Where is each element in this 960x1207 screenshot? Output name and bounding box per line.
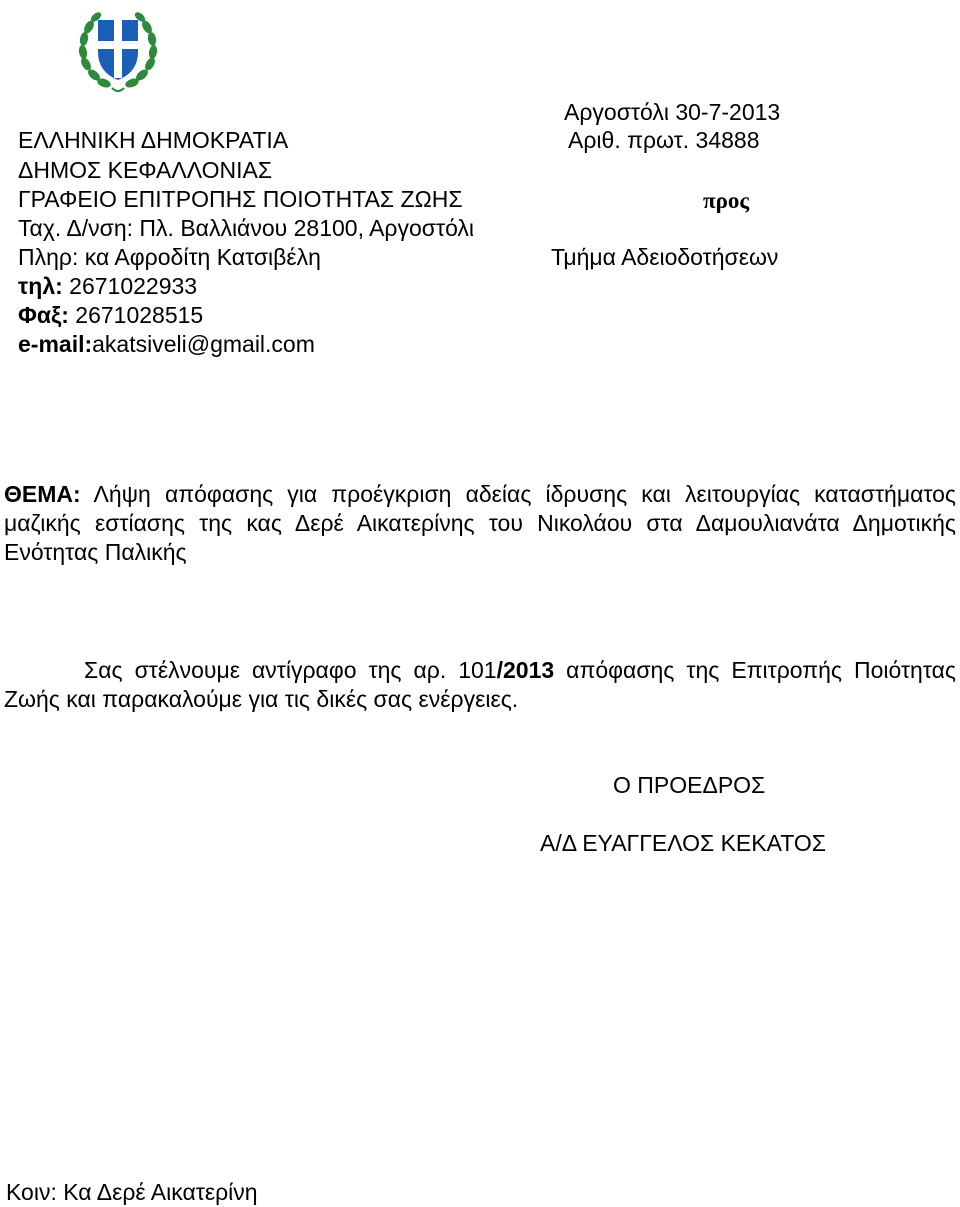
fax-number: 2671028515 xyxy=(68,302,204,328)
place-date: Αργοστόλι 30-7-2013 xyxy=(564,99,781,125)
municipality-name: ΔΗΜΟΣ ΚΕΦΑΛΛΟΝΙΑΣ xyxy=(18,157,273,183)
email-address: akatsiveli@gmail.com xyxy=(92,331,315,357)
recipient: Τμήμα Αδειοδοτήσεων xyxy=(551,244,779,270)
fax-line xyxy=(18,302,203,328)
subject-label: ΘΕΜΑ: xyxy=(4,481,81,507)
body-paragraph-line2: Ζωής και παρακαλούμε για τις δικές σας ενέργειες. xyxy=(4,686,519,712)
subject-text: Λήψη απόφασης για προέγκριση αδείας ίδρυσης και λειτουργίας καταστήματος μαζικής εστίασης της κας Δερέ Αικατερίνης του Νικολάου στα Δαμουλιανάτα Δημοτικής Ενότητας Παλικής xyxy=(4,481,956,565)
phone-label: τηλ: xyxy=(18,273,63,299)
signature-name: Α/Δ ΕΥΑΓΓΕΛΟΣ ΚΕΚΑΤΟΣ xyxy=(540,830,826,856)
phone-number: 2671022933 xyxy=(62,273,198,299)
body-paragraph-line1: Σας στέλνουμε αντίγραφο της αρ. 101/2013 απόφασης της Επιτροπής Ποιότητας xyxy=(84,657,956,683)
address: Ταχ. Δ/νση: Πλ. Βαλλιάνου 28100, Αργοστόλι xyxy=(18,215,475,241)
email-line xyxy=(18,331,315,357)
greek-coat-of-arms-icon xyxy=(76,6,160,94)
protocol-number: Αριθ. πρωτ. 34888 xyxy=(568,127,760,153)
subject xyxy=(4,480,956,567)
signature-title: Ο ΠΡΟΕΔΡΟΣ xyxy=(613,772,766,798)
cc-line: Κοιν: Κα Δερέ Αικατερίνη xyxy=(6,1179,258,1205)
office-name: ΓΡΑΦΕΙΟ ΕΠΙΤΡΟΠΗΣ ΠΟΙΟΤΗΤΑΣ ΖΩΗΣ xyxy=(18,186,463,212)
republic-name: ΕΛΛΗΝΙΚΗ ΔΗΜΟΚΡΑΤΙΑ xyxy=(18,127,289,153)
contact-person: Πληρ: κα Αφροδίτη Κατσιβέλη xyxy=(18,244,321,270)
phone-line xyxy=(18,273,197,299)
fax-label: Φαξ: xyxy=(18,302,69,328)
decision-year: /2013 xyxy=(496,657,555,683)
to-label: προς xyxy=(703,188,750,213)
email-label: e-mail: xyxy=(18,331,93,357)
